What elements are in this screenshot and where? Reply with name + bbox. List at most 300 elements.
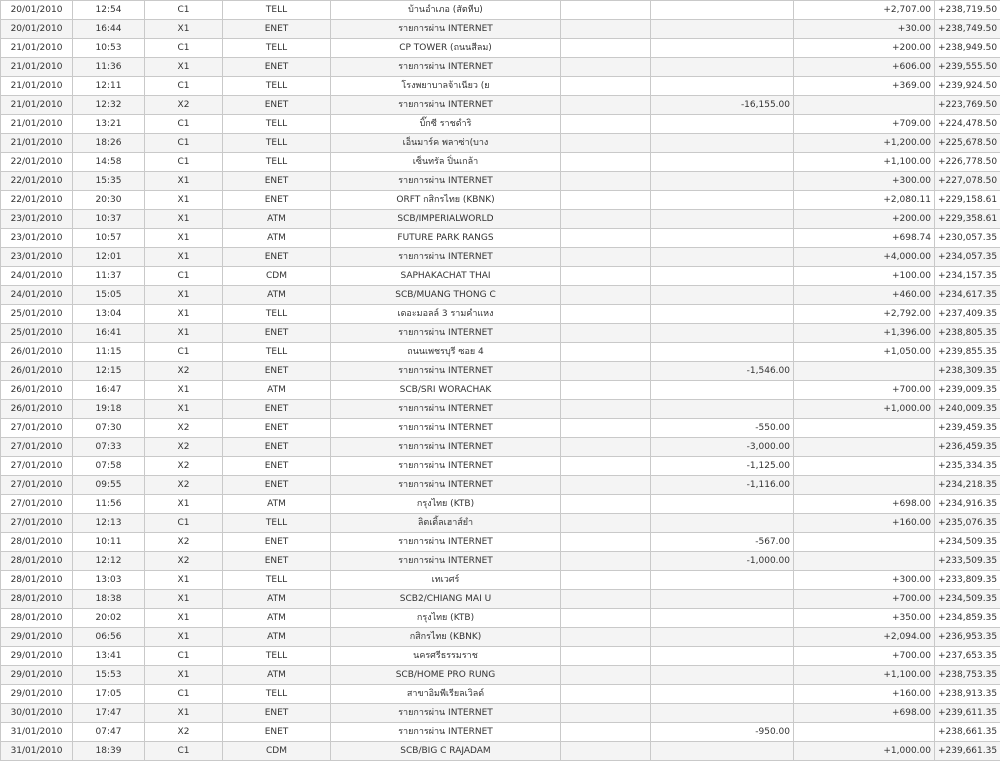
time-cell: 18:26 [73,134,145,153]
description-cell: กสิกรไทย (KBNK) [331,628,561,647]
description-cell: รายการผ่าน INTERNET [331,58,561,77]
channel-cell: ENET [223,723,331,742]
credit-cell: +460.00 [794,286,935,305]
table-row [1,533,1000,552]
date-cell: 22/01/2010 [1,153,73,172]
code-cell: X2 [145,419,223,438]
description-cell: FUTURE PARK RANGS [331,229,561,248]
table-row [1,742,1000,761]
time-cell: 10:53 [73,39,145,58]
code-cell: C1 [145,77,223,96]
code-cell: C1 [145,742,223,761]
description-cell: SCB/IMPERIALWORLD [331,210,561,229]
debit-cell [651,115,794,134]
balance-cell: +229,358.61 [935,210,1000,229]
credit-cell: +160.00 [794,514,935,533]
table-row [1,609,1000,628]
table-row [1,438,1000,457]
date-cell: 31/01/2010 [1,723,73,742]
balance-cell: +235,334.35 [935,457,1000,476]
blank-cell [561,628,651,647]
code-cell: C1 [145,134,223,153]
description-cell: เทเวศร์ [331,571,561,590]
code-cell: X2 [145,723,223,742]
time-cell: 13:03 [73,571,145,590]
debit-cell [651,286,794,305]
table-row [1,58,1000,77]
table-row [1,400,1000,419]
channel-cell: ATM [223,666,331,685]
description-cell: รายการผ่าน INTERNET [331,704,561,723]
date-cell: 21/01/2010 [1,77,73,96]
balance-cell: +224,478.50 [935,115,1000,134]
channel-cell: ENET [223,533,331,552]
blank-cell [561,96,651,115]
description-cell: ถนนเพชรบุรี ซอย 4 [331,343,561,362]
table-row [1,571,1000,590]
time-cell: 11:56 [73,495,145,514]
debit-cell [651,647,794,666]
code-cell: X1 [145,324,223,343]
blank-cell [561,495,651,514]
balance-cell: +238,913.35 [935,685,1000,704]
debit-cell [651,172,794,191]
date-cell: 28/01/2010 [1,533,73,552]
table-row [1,172,1000,191]
time-cell: 12:15 [73,362,145,381]
time-cell: 11:37 [73,267,145,286]
debit-cell: -1,546.00 [651,362,794,381]
debit-cell [651,77,794,96]
code-cell: C1 [145,343,223,362]
description-cell: รายการผ่าน INTERNET [331,533,561,552]
debit-cell [651,153,794,172]
blank-cell [561,20,651,39]
balance-cell: +239,555.50 [935,58,1000,77]
time-cell: 12:11 [73,77,145,96]
balance-cell: +234,617.35 [935,286,1000,305]
date-cell: 25/01/2010 [1,305,73,324]
debit-cell: -3,000.00 [651,438,794,457]
channel-cell: CDM [223,267,331,286]
table-row [1,248,1000,267]
blank-cell [561,514,651,533]
channel-cell: TELL [223,514,331,533]
code-cell: X1 [145,609,223,628]
blank-cell [561,438,651,457]
description-cell: นครศรีธรรมราช [331,647,561,666]
date-cell: 28/01/2010 [1,571,73,590]
date-cell: 23/01/2010 [1,229,73,248]
balance-cell: +238,719.50 [935,1,1000,20]
blank-cell [561,647,651,666]
time-cell: 07:33 [73,438,145,457]
date-cell: 21/01/2010 [1,134,73,153]
debit-cell [651,1,794,20]
description-cell: รายการผ่าน INTERNET [331,723,561,742]
debit-cell [651,666,794,685]
time-cell: 13:21 [73,115,145,134]
blank-cell [561,305,651,324]
channel-cell: TELL [223,39,331,58]
code-cell: X2 [145,438,223,457]
blank-cell [561,77,651,96]
description-cell: รายการผ่าน INTERNET [331,362,561,381]
time-cell: 06:56 [73,628,145,647]
credit-cell: +350.00 [794,609,935,628]
balance-cell: +234,916.35 [935,495,1000,514]
blank-cell [561,533,651,552]
date-cell: 22/01/2010 [1,191,73,210]
date-cell: 22/01/2010 [1,172,73,191]
table-row [1,191,1000,210]
table-row [1,115,1000,134]
debit-cell [651,685,794,704]
debit-cell [651,400,794,419]
description-cell: เดอะมอลล์ 3 รามคำแหง [331,305,561,324]
time-cell: 13:04 [73,305,145,324]
table-row [1,286,1000,305]
channel-cell: ENET [223,552,331,571]
code-cell: X1 [145,400,223,419]
time-cell: 18:39 [73,742,145,761]
debit-cell [651,609,794,628]
transactions-table-body [1,1,1000,761]
code-cell: X1 [145,229,223,248]
code-cell: C1 [145,647,223,666]
time-cell: 18:38 [73,590,145,609]
date-cell: 25/01/2010 [1,324,73,343]
channel-cell: TELL [223,343,331,362]
credit-cell: +300.00 [794,571,935,590]
time-cell: 15:35 [73,172,145,191]
balance-cell: +234,218.35 [935,476,1000,495]
credit-cell: +606.00 [794,58,935,77]
code-cell: X1 [145,628,223,647]
code-cell: X2 [145,476,223,495]
credit-cell [794,362,935,381]
table-row [1,305,1000,324]
balance-cell: +237,653.35 [935,647,1000,666]
blank-cell [561,229,651,248]
date-cell: 26/01/2010 [1,362,73,381]
code-cell: X2 [145,457,223,476]
code-cell: X1 [145,571,223,590]
credit-cell: +1,100.00 [794,153,935,172]
time-cell: 12:13 [73,514,145,533]
code-cell: X1 [145,590,223,609]
channel-cell: TELL [223,647,331,666]
balance-cell: +238,309.35 [935,362,1000,381]
credit-cell [794,723,935,742]
code-cell: X1 [145,704,223,723]
time-cell: 12:12 [73,552,145,571]
channel-cell: ATM [223,229,331,248]
blank-cell [561,609,651,628]
date-cell: 26/01/2010 [1,400,73,419]
time-cell: 15:53 [73,666,145,685]
blank-cell [561,590,651,609]
blank-cell [561,248,651,267]
balance-cell: +239,459.35 [935,419,1000,438]
balance-cell: +230,057.35 [935,229,1000,248]
description-cell: เอ็นมาร์ค พลาซ่า(บาง [331,134,561,153]
credit-cell: +700.00 [794,381,935,400]
time-cell: 11:36 [73,58,145,77]
debit-cell: -567.00 [651,533,794,552]
table-row [1,96,1000,115]
balance-cell: +238,805.35 [935,324,1000,343]
description-cell: กรุงไทย (KTB) [331,495,561,514]
blank-cell [561,286,651,305]
debit-cell: -550.00 [651,419,794,438]
balance-cell: +239,855.35 [935,343,1000,362]
blank-cell [561,666,651,685]
blank-cell [561,476,651,495]
blank-cell [561,115,651,134]
date-cell: 27/01/2010 [1,457,73,476]
code-cell: X1 [145,172,223,191]
code-cell: X1 [145,666,223,685]
date-cell: 28/01/2010 [1,609,73,628]
balance-cell: +227,078.50 [935,172,1000,191]
code-cell: X1 [145,305,223,324]
blank-cell [561,39,651,58]
description-cell: รายการผ่าน INTERNET [331,400,561,419]
credit-cell: +2,080.11 [794,191,935,210]
date-cell: 29/01/2010 [1,628,73,647]
channel-cell: TELL [223,571,331,590]
date-cell: 27/01/2010 [1,419,73,438]
channel-cell: TELL [223,685,331,704]
balance-cell: +234,859.35 [935,609,1000,628]
time-cell: 10:57 [73,229,145,248]
table-row [1,362,1000,381]
channel-cell: TELL [223,153,331,172]
blank-cell [561,552,651,571]
balance-cell: +240,009.35 [935,400,1000,419]
description-cell: รายการผ่าน INTERNET [331,457,561,476]
table-row [1,666,1000,685]
balance-cell: +238,661.35 [935,723,1000,742]
balance-cell: +233,809.35 [935,571,1000,590]
debit-cell [651,39,794,58]
time-cell: 10:11 [73,533,145,552]
channel-cell: ATM [223,210,331,229]
blank-cell [561,704,651,723]
table-row [1,39,1000,58]
balance-cell: +234,509.35 [935,590,1000,609]
blank-cell [561,210,651,229]
balance-cell: +225,678.50 [935,134,1000,153]
channel-cell: TELL [223,77,331,96]
table-row [1,628,1000,647]
time-cell: 14:58 [73,153,145,172]
description-cell: SCB/HOME PRO RUNG [331,666,561,685]
table-row [1,704,1000,723]
code-cell: C1 [145,115,223,134]
description-cell: รายการผ่าน INTERNET [331,20,561,39]
code-cell: C1 [145,1,223,20]
code-cell: X1 [145,248,223,267]
balance-cell: +233,509.35 [935,552,1000,571]
description-cell: SCB/BIG C RAJADAM [331,742,561,761]
balance-cell: +235,076.35 [935,514,1000,533]
blank-cell [561,191,651,210]
credit-cell: +1,396.00 [794,324,935,343]
balance-cell: +236,953.35 [935,628,1000,647]
channel-cell: ATM [223,628,331,647]
description-cell: โรงพยาบาลจ้าเนียว (ย [331,77,561,96]
time-cell: 07:47 [73,723,145,742]
description-cell: รายการผ่าน INTERNET [331,248,561,267]
credit-cell: +2,707.00 [794,1,935,20]
channel-cell: ENET [223,704,331,723]
blank-cell [561,742,651,761]
date-cell: 29/01/2010 [1,647,73,666]
time-cell: 12:01 [73,248,145,267]
description-cell: CP TOWER (ถนนสีลม) [331,39,561,58]
balance-cell: +239,611.35 [935,704,1000,723]
debit-cell [651,305,794,324]
table-row [1,723,1000,742]
time-cell: 16:44 [73,20,145,39]
balance-cell: +238,753.35 [935,666,1000,685]
time-cell: 10:37 [73,210,145,229]
date-cell: 20/01/2010 [1,20,73,39]
debit-cell [651,381,794,400]
code-cell: X2 [145,552,223,571]
date-cell: 24/01/2010 [1,267,73,286]
debit-cell [651,571,794,590]
balance-cell: +239,009.35 [935,381,1000,400]
date-cell: 29/01/2010 [1,685,73,704]
date-cell: 21/01/2010 [1,39,73,58]
description-cell: บิ๊กซี ราชดำริ [331,115,561,134]
table-row [1,134,1000,153]
blank-cell [561,457,651,476]
table-row [1,495,1000,514]
table-row [1,514,1000,533]
description-cell: รายการผ่าน INTERNET [331,172,561,191]
blank-cell [561,419,651,438]
table-row [1,1,1000,20]
date-cell: 28/01/2010 [1,590,73,609]
description-cell: ลิตเติ้ลเฮาส์ยำ [331,514,561,533]
time-cell: 17:47 [73,704,145,723]
code-cell: X2 [145,362,223,381]
blank-cell [561,381,651,400]
credit-cell: +1,000.00 [794,400,935,419]
debit-cell: -1,125.00 [651,457,794,476]
time-cell: 17:05 [73,685,145,704]
time-cell: 16:41 [73,324,145,343]
blank-cell [561,267,651,286]
channel-cell: ENET [223,457,331,476]
date-cell: 26/01/2010 [1,381,73,400]
table-row [1,343,1000,362]
credit-cell: +200.00 [794,210,935,229]
blank-cell [561,343,651,362]
description-cell: รายการผ่าน INTERNET [331,419,561,438]
time-cell: 15:05 [73,286,145,305]
credit-cell: +2,094.00 [794,628,935,647]
debit-cell [651,210,794,229]
channel-cell: ATM [223,590,331,609]
time-cell: 13:41 [73,647,145,666]
date-cell: 31/01/2010 [1,742,73,761]
code-cell: X1 [145,191,223,210]
balance-cell: +238,749.50 [935,20,1000,39]
table-row [1,229,1000,248]
description-cell: ORFT กสิกรไทย (KBNK) [331,191,561,210]
channel-cell: TELL [223,115,331,134]
debit-cell: -1,000.00 [651,552,794,571]
table-row [1,77,1000,96]
balance-cell: +223,769.50 [935,96,1000,115]
balance-cell: +234,509.35 [935,533,1000,552]
time-cell: 19:18 [73,400,145,419]
table-row [1,210,1000,229]
channel-cell: ENET [223,419,331,438]
credit-cell: +100.00 [794,267,935,286]
table-row [1,685,1000,704]
description-cell: รายการผ่าน INTERNET [331,552,561,571]
description-cell: SCB2/CHIANG MAI U [331,590,561,609]
debit-cell: -16,155.00 [651,96,794,115]
credit-cell: +709.00 [794,115,935,134]
debit-cell [651,229,794,248]
debit-cell [651,267,794,286]
debit-cell: -1,116.00 [651,476,794,495]
credit-cell [794,476,935,495]
date-cell: 27/01/2010 [1,476,73,495]
time-cell: 09:55 [73,476,145,495]
blank-cell [561,172,651,191]
debit-cell [651,248,794,267]
balance-cell: +239,661.35 [935,742,1000,761]
credit-cell: +700.00 [794,590,935,609]
time-cell: 11:15 [73,343,145,362]
credit-cell [794,96,935,115]
credit-cell: +698.00 [794,704,935,723]
time-cell: 16:47 [73,381,145,400]
date-cell: 27/01/2010 [1,438,73,457]
blank-cell [561,362,651,381]
table-row [1,153,1000,172]
description-cell: เซ็นทรัล ปิ่นเกล้า [331,153,561,172]
credit-cell: +698.00 [794,495,935,514]
date-cell: 21/01/2010 [1,58,73,77]
table-row [1,381,1000,400]
description-cell: รายการผ่าน INTERNET [331,324,561,343]
code-cell: X1 [145,495,223,514]
debit-cell [651,742,794,761]
table-row [1,590,1000,609]
channel-cell: ATM [223,609,331,628]
channel-cell: ATM [223,381,331,400]
table-row [1,552,1000,571]
date-cell: 28/01/2010 [1,552,73,571]
time-cell: 20:02 [73,609,145,628]
table-row [1,324,1000,343]
time-cell: 07:58 [73,457,145,476]
blank-cell [561,324,651,343]
debit-cell: -950.00 [651,723,794,742]
table-row [1,457,1000,476]
channel-cell: TELL [223,134,331,153]
code-cell: X1 [145,20,223,39]
